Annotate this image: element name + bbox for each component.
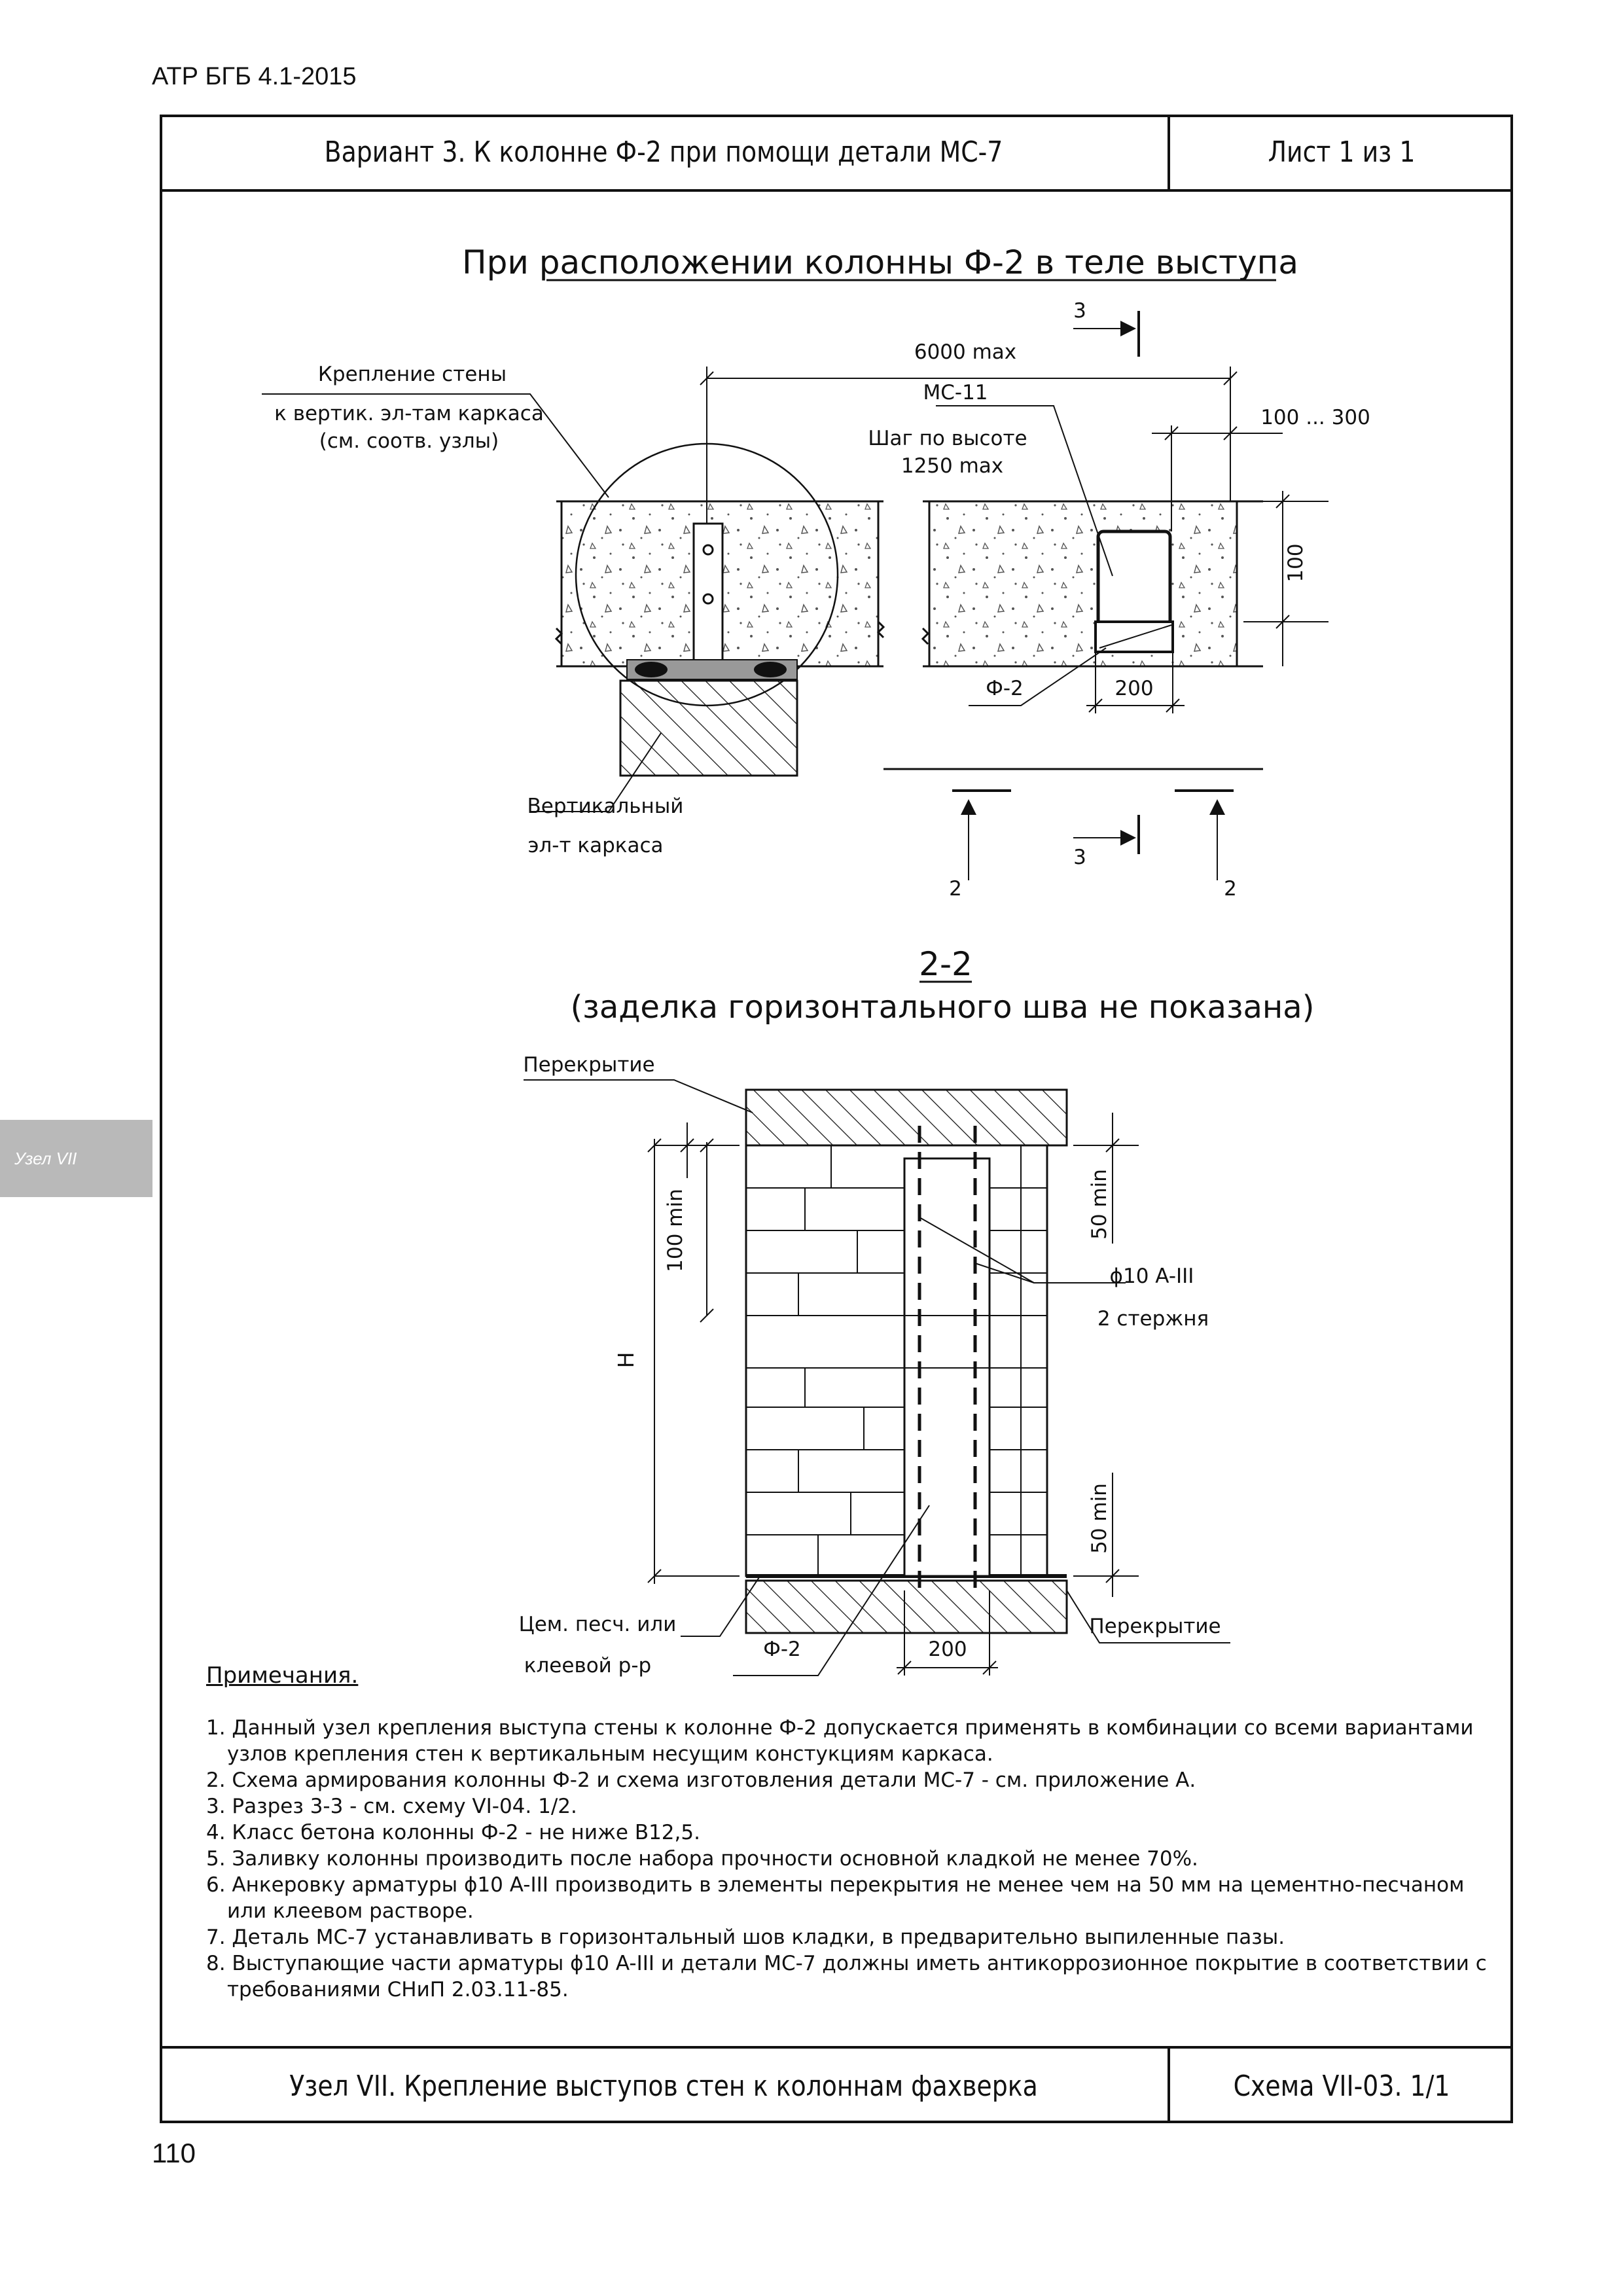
label-step-1: Шаг по высоте [868, 427, 1027, 450]
drawing2-subtitle: (заделка горизонтального шва не показана) [570, 989, 1315, 1026]
slab-bottom [746, 1581, 1067, 1633]
label-mortar-1: Цем. песч. или [518, 1613, 677, 1636]
note-item: 1. Данный узел крепления выступа стены к колонне Ф-2 допускается применять в комбинации со всеми вариантами узлов крепления стен к вертикальным несущим констукциям каркаса. [206, 1716, 1474, 1766]
label-f2: Ф-2 [986, 677, 1024, 700]
label-mc11: МС-11 [923, 381, 988, 404]
section-3-top-label: 3 [1073, 299, 1086, 323]
note-item: 4. Класс бетона колонны Ф-2 - не ниже В12,5. [206, 1821, 700, 1844]
label-wall-fixing-2: к вертик. эл-там каркаса [274, 402, 544, 425]
vertical-frame-element [620, 681, 797, 776]
footer-title: Узел VII. Крепление выступов стен к колоннам фахверка [289, 2069, 1038, 2103]
label-f2-section: Ф-2 [763, 1638, 801, 1661]
dim-h: H [613, 1352, 639, 1369]
label-slab-top: Перекрытие [523, 1053, 655, 1077]
footer-divider [1168, 2049, 1170, 2123]
label-mortar-2: клеевой р-р [524, 1654, 652, 1677]
section-2-left-label: 2 [949, 877, 962, 901]
sealant-right [754, 662, 787, 677]
dim-100-300: 100 ... 300 [1260, 406, 1370, 429]
dim-200: 200 [1115, 677, 1154, 700]
drawing2-dimensions [524, 1080, 1230, 1676]
document-code: АТР БГБ 4.1-2015 [152, 63, 357, 90]
dim-200-section: 200 [928, 1638, 967, 1661]
label-step-2: 1250 max [901, 454, 1004, 478]
mc11-bracket [1098, 531, 1170, 630]
notes-title: Примечания. [206, 1662, 359, 1689]
note-item: 8. Выступающие части арматуры ϕ10 A-III и детали МС-7 должны иметь антикоррозионное покрытие в соответствии с требованиями СНиП 2.03.11-85. [206, 1952, 1487, 2001]
footer-scheme: Схема VII-03. 1/1 [1233, 2069, 1450, 2103]
masonry-wall [746, 1145, 1047, 1576]
label-rebar: ϕ10 A-III [1109, 1265, 1194, 1288]
dim-50-min-top: 50 min [1088, 1169, 1111, 1240]
label-wall-fixing-3: (см. соотв. узлы) [319, 429, 499, 453]
drawing1-title-text: При расположении колонны Ф-2 в теле выступа [461, 243, 1299, 281]
note-item: 7. Деталь МС-7 устанавливать в горизонтальный шов кладки, в предварительно выпиленные пазы. [206, 1926, 1285, 1949]
label-rebar-count: 2 стержня [1097, 1307, 1209, 1331]
note-item: 3. Разрез 3-3 - см. схему VI-04. 1/2. [206, 1795, 577, 1818]
note-item: 5. Заливку колонны производить после набора прочности основной кладкой не менее 70%. [206, 1847, 1198, 1871]
title-block-footer [160, 2046, 1513, 2123]
drawing2-title: 2-2 [919, 945, 972, 983]
side-tab-label: Узел VII [14, 1148, 77, 1168]
note-item: 2. Схема армирования колонны Ф-2 и схема изготовления детали МС-7 - см. приложение А. [206, 1768, 1196, 1792]
wall-elevation-right [923, 501, 1263, 666]
dim-50-min-bottom: 50 min [1088, 1483, 1111, 1554]
label-vertical-element-1: Вертикальный [527, 795, 684, 818]
page-number: 110 [152, 2138, 196, 2168]
drawing1-title [462, 243, 1298, 281]
label-slab-bottom: Перекрытие [1089, 1615, 1221, 1638]
sealant-left [635, 662, 668, 677]
section-2-right-label: 2 [1224, 877, 1237, 901]
label-wall-fixing-1: Крепление стены [317, 363, 507, 386]
section-3-bottom-label: 3 [1073, 846, 1086, 869]
dim-100: 100 [1284, 543, 1308, 583]
notes [206, 1662, 1489, 2003]
dim-100-min: 100 min [664, 1189, 687, 1272]
dim-6000-max: 6000 max [914, 340, 1017, 364]
header-sheet: Лист 1 из 1 [1268, 135, 1416, 169]
slab-top [746, 1090, 1067, 1145]
label-vertical-element-2: эл-т каркаса [527, 834, 664, 857]
note-item: 6. Анкеровку арматуры ϕ10 A-III производить в элементы перекрытия не менее чем на 50 мм на цементно-песчаном или клеевом растворе. [206, 1873, 1465, 1923]
header-title: Вариант 3. К колонне Ф-2 при помощи детали МС-7 [324, 135, 1003, 169]
